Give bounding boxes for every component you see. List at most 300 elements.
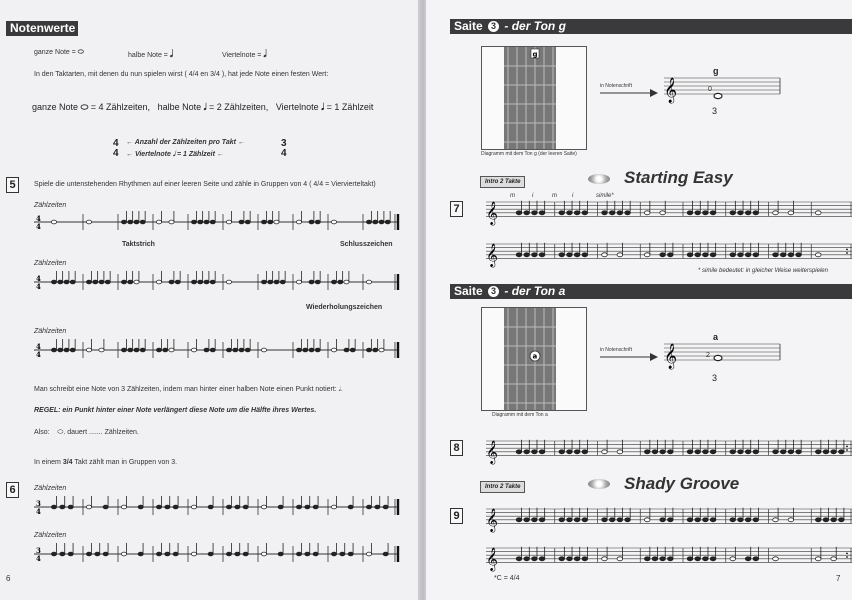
note-head bbox=[198, 280, 203, 284]
note-head bbox=[138, 505, 143, 509]
exercise-7-number: 7 bbox=[450, 201, 463, 217]
exercise-9-number: 9 bbox=[450, 508, 463, 524]
treble-clef: 𝄞 bbox=[486, 546, 498, 571]
note-head bbox=[710, 557, 716, 561]
note-name-g: g bbox=[713, 66, 719, 76]
note-head bbox=[245, 220, 250, 224]
note-head bbox=[539, 211, 545, 215]
note-head bbox=[695, 518, 701, 522]
repeat-dot bbox=[846, 249, 848, 251]
exercise-8-number: 8 bbox=[450, 440, 463, 456]
note-head bbox=[524, 518, 530, 522]
note-head bbox=[134, 280, 139, 284]
page-number-right: 7 bbox=[836, 574, 841, 583]
note-head bbox=[268, 280, 273, 284]
note-head bbox=[738, 450, 744, 454]
note-head bbox=[274, 220, 279, 224]
note-head bbox=[344, 348, 349, 352]
note-head bbox=[99, 280, 104, 284]
note-head bbox=[559, 211, 565, 215]
note-head bbox=[366, 348, 371, 352]
note-head bbox=[226, 505, 231, 509]
treble-clef: 𝄞 bbox=[664, 78, 678, 103]
rhythm-staff-6a bbox=[0, 483, 420, 533]
note-head bbox=[64, 280, 69, 284]
note-head bbox=[245, 348, 250, 352]
note-head bbox=[51, 280, 56, 284]
note-head bbox=[331, 348, 336, 352]
note-head bbox=[175, 280, 180, 284]
note-head bbox=[625, 518, 631, 522]
note-head bbox=[753, 450, 759, 454]
note-head bbox=[134, 220, 139, 224]
note-head bbox=[695, 253, 701, 257]
note-head bbox=[745, 518, 751, 522]
note-head bbox=[128, 348, 133, 352]
note-head bbox=[309, 220, 314, 224]
note-head bbox=[226, 220, 231, 224]
note-head bbox=[366, 220, 371, 224]
note-head bbox=[366, 280, 371, 284]
note-head bbox=[338, 280, 343, 284]
note-head bbox=[582, 450, 588, 454]
note-head bbox=[516, 253, 522, 257]
note-head bbox=[574, 450, 580, 454]
finger-hint: i bbox=[532, 193, 534, 199]
song-title-shady-groove: Shady Groove bbox=[624, 474, 740, 493]
note-head bbox=[121, 280, 126, 284]
note-head bbox=[745, 253, 751, 257]
note-head bbox=[796, 253, 802, 257]
note-head bbox=[574, 557, 580, 561]
time-signature: 4 bbox=[36, 342, 41, 351]
note-head bbox=[383, 505, 388, 509]
exercise-6-number: 6 bbox=[6, 482, 19, 498]
note-head bbox=[703, 518, 709, 522]
note-head bbox=[831, 450, 837, 454]
repeat-dot bbox=[846, 449, 848, 451]
note-head bbox=[668, 253, 674, 257]
value-line: ganze Note ⬭ = 4 Zählzeiten, halbe Note 𝅗𝅥 = 2 Zählzeiten, Viertelnote 𝅘𝅥 = 1 Zählzeit bbox=[32, 102, 374, 112]
note-head bbox=[574, 518, 580, 522]
note-head bbox=[60, 505, 65, 509]
note-head bbox=[602, 450, 608, 454]
finger-g: 0 bbox=[708, 86, 712, 93]
note-head bbox=[121, 505, 126, 509]
exercise-5-text: Spiele die untenstehenden Rhythmen auf einer leeren Seite und zähle in Gruppen von 4 ( 4/4 = Viervierteltakt) bbox=[34, 181, 376, 188]
note-head bbox=[582, 253, 588, 257]
note-head bbox=[823, 450, 829, 454]
saite-a-header: Saite 3 - der Ton a bbox=[450, 284, 852, 299]
song-title-starting-easy: Starting Easy bbox=[624, 168, 733, 187]
note-head bbox=[567, 450, 573, 454]
note-head bbox=[278, 505, 283, 509]
note-head bbox=[687, 450, 693, 454]
note-head bbox=[687, 518, 693, 522]
note-head bbox=[703, 211, 709, 215]
note-head bbox=[305, 552, 310, 556]
note-head bbox=[652, 450, 658, 454]
note-head bbox=[191, 220, 196, 224]
staff-ex7-line2 bbox=[478, 240, 852, 270]
note-head bbox=[315, 348, 320, 352]
note-head bbox=[532, 211, 538, 215]
note-head bbox=[602, 518, 608, 522]
note-head bbox=[703, 253, 709, 257]
note-head bbox=[70, 348, 75, 352]
note-head bbox=[687, 253, 693, 257]
note-head bbox=[210, 348, 215, 352]
note-head bbox=[660, 557, 666, 561]
string-circle-a: 3 bbox=[712, 373, 718, 383]
note-head bbox=[68, 552, 73, 556]
note-head bbox=[753, 518, 759, 522]
treble-clef: 𝄞 bbox=[486, 242, 498, 267]
note-head bbox=[652, 557, 658, 561]
note-head bbox=[644, 557, 650, 561]
note-head bbox=[687, 557, 693, 561]
note-head bbox=[165, 552, 170, 556]
page-number-left: 6 bbox=[6, 574, 11, 583]
note-head bbox=[169, 280, 174, 284]
note-head bbox=[261, 552, 266, 556]
staff-note-a bbox=[662, 328, 782, 398]
saite-g-header: Saite 3 - der Ton g bbox=[450, 19, 852, 34]
note-head bbox=[780, 253, 786, 257]
note-head bbox=[156, 552, 161, 556]
diagram-caption-g: Diagramm mit dem Ton g (der leeren Saite) bbox=[481, 151, 577, 157]
note-head bbox=[773, 450, 779, 454]
note-head bbox=[348, 505, 353, 509]
note-head bbox=[173, 552, 178, 556]
treble-clef: 𝄞 bbox=[486, 439, 498, 464]
note-head bbox=[710, 211, 716, 215]
note-head bbox=[103, 552, 108, 556]
note-head bbox=[703, 450, 709, 454]
note-head bbox=[348, 552, 353, 556]
note-head bbox=[379, 220, 384, 224]
note-head bbox=[532, 557, 538, 561]
whole-note bbox=[714, 93, 722, 98]
note-head bbox=[574, 253, 580, 257]
zaehlzeiten-label: Zählzeiten bbox=[34, 260, 67, 267]
note-head bbox=[559, 557, 565, 561]
timesig-bottom-text: ← Viertelnote 𝅘𝅥 = 1 Zählzeit ← bbox=[126, 151, 224, 158]
note-head bbox=[239, 220, 244, 224]
note-head bbox=[64, 348, 69, 352]
note-head bbox=[559, 450, 565, 454]
time-signature: 4 bbox=[36, 350, 41, 359]
note-head bbox=[660, 450, 666, 454]
right-page bbox=[426, 0, 852, 600]
rhythm-staff-5b bbox=[0, 258, 420, 308]
note-head bbox=[582, 518, 588, 522]
note-head bbox=[296, 280, 301, 284]
note-head bbox=[156, 220, 161, 224]
note-head bbox=[753, 211, 759, 215]
cd-icon bbox=[588, 174, 610, 184]
note-head bbox=[243, 505, 248, 509]
note-head bbox=[710, 253, 716, 257]
regel-text: REGEL: ein Punkt hinter einer Note verlängert diese Note um die Hälfte ihres Wertes. bbox=[34, 407, 317, 414]
zaehlzeiten-label: Zählzeiten bbox=[34, 485, 67, 492]
note-head bbox=[128, 220, 133, 224]
arrow-right-icon bbox=[598, 88, 658, 98]
zaehlzeiten-label: Zählzeiten bbox=[34, 532, 67, 539]
note-head bbox=[567, 253, 573, 257]
note-head bbox=[582, 211, 588, 215]
note-head bbox=[516, 450, 522, 454]
note-head bbox=[539, 557, 545, 561]
note-head bbox=[567, 557, 573, 561]
note-head bbox=[516, 518, 522, 522]
rhythm-staff-5c bbox=[0, 326, 420, 376]
note-head bbox=[524, 557, 530, 561]
note-head bbox=[315, 280, 320, 284]
note-head bbox=[524, 211, 530, 215]
intro-badge: Intro 2 Takte bbox=[480, 176, 525, 188]
note-head bbox=[839, 518, 845, 522]
note-head bbox=[165, 505, 170, 509]
intro-text: In den Taktarten, mit denen du nun spielen wirst ( 4/4 en 3/4 ), hat jede Note einen festen Wert: bbox=[34, 71, 329, 78]
repeat-dot bbox=[846, 556, 848, 558]
note-head bbox=[226, 280, 231, 284]
note-head bbox=[373, 220, 378, 224]
note-head bbox=[532, 253, 538, 257]
note-head bbox=[373, 348, 378, 352]
note-head bbox=[773, 253, 779, 257]
note-head bbox=[788, 518, 794, 522]
fretboard-diagram-a bbox=[481, 307, 587, 411]
note-head bbox=[379, 348, 384, 352]
staff-ex8 bbox=[478, 437, 852, 467]
note-head bbox=[233, 348, 238, 352]
note-head bbox=[296, 348, 301, 352]
left-page bbox=[0, 0, 420, 600]
common-time-note: *C = 4/4 bbox=[494, 575, 520, 582]
note-head bbox=[710, 518, 716, 522]
note-head bbox=[70, 280, 75, 284]
timesig-right: 3 4 bbox=[281, 138, 287, 159]
note-head bbox=[815, 518, 821, 522]
wiederholungszeichen-label: Wiederholungszeichen bbox=[306, 304, 383, 311]
treble-clef: 𝄞 bbox=[486, 507, 498, 532]
note-head bbox=[51, 505, 56, 509]
simile-footnote: * simile bedeutet: in gleicher Weise weiterspielen bbox=[698, 268, 828, 274]
note-head bbox=[668, 450, 674, 454]
note-head bbox=[208, 505, 213, 509]
note-head bbox=[278, 552, 283, 556]
arrow-right-icon bbox=[598, 352, 658, 362]
note-head bbox=[567, 518, 573, 522]
diagram-caption-a: Diagramm mit dem Ton a bbox=[492, 412, 548, 418]
note-head bbox=[668, 518, 674, 522]
note-head bbox=[331, 220, 336, 224]
note-head bbox=[261, 280, 266, 284]
note-head bbox=[644, 253, 650, 257]
note-head bbox=[121, 348, 126, 352]
note-head bbox=[602, 557, 608, 561]
note-head bbox=[366, 505, 371, 509]
note-head bbox=[99, 348, 104, 352]
note-head bbox=[796, 450, 802, 454]
legend-whole: ganze Note = ⬭ bbox=[34, 49, 84, 56]
note-head bbox=[274, 280, 279, 284]
note-head bbox=[296, 220, 301, 224]
time-signature: 4 bbox=[36, 214, 41, 223]
note-head bbox=[68, 505, 73, 509]
note-head bbox=[539, 253, 545, 257]
note-head bbox=[243, 552, 248, 556]
note-head bbox=[687, 211, 693, 215]
note-head bbox=[303, 348, 308, 352]
note-head bbox=[105, 280, 110, 284]
intro-badge: Intro 2 Takte bbox=[480, 481, 525, 493]
note-head bbox=[350, 348, 355, 352]
note-head bbox=[86, 220, 91, 224]
note-head bbox=[738, 253, 744, 257]
note-head bbox=[609, 518, 615, 522]
note-head bbox=[617, 211, 623, 215]
treble-clef: 𝄞 bbox=[664, 344, 678, 369]
time-signature: 4 bbox=[36, 554, 41, 563]
note-head bbox=[559, 253, 565, 257]
note-head bbox=[788, 253, 794, 257]
cd-icon bbox=[588, 479, 610, 489]
note-head bbox=[309, 280, 314, 284]
in-einem-text: In einem 3/4 Takt zählt man in Gruppen von 3. bbox=[34, 459, 178, 466]
legend-half: halbe Note = 𝅗𝅥 bbox=[128, 49, 174, 60]
note-head bbox=[128, 280, 133, 284]
note-head bbox=[738, 518, 744, 522]
note-head bbox=[738, 211, 744, 215]
note-head bbox=[60, 552, 65, 556]
whole-note bbox=[714, 355, 722, 360]
note-head bbox=[51, 348, 56, 352]
note-head bbox=[539, 450, 545, 454]
note-head bbox=[268, 220, 273, 224]
note-head bbox=[745, 211, 751, 215]
note-head bbox=[539, 518, 545, 522]
note-head bbox=[226, 552, 231, 556]
note-head bbox=[695, 557, 701, 561]
note-head bbox=[730, 211, 736, 215]
note-head bbox=[313, 552, 318, 556]
note-head bbox=[138, 552, 143, 556]
notenwerte-header: Notenwerte bbox=[6, 21, 78, 36]
note-head bbox=[191, 505, 196, 509]
note-head bbox=[609, 211, 615, 215]
note-head bbox=[86, 552, 91, 556]
repeat-dot bbox=[846, 252, 848, 254]
note-head bbox=[210, 280, 215, 284]
note-head bbox=[121, 552, 126, 556]
also-text: Also: ⬭. dauert ....... Zählzeiten. bbox=[34, 429, 139, 436]
note-head bbox=[191, 348, 196, 352]
note-head bbox=[198, 220, 203, 224]
time-signature: 3 bbox=[36, 499, 41, 508]
rhythm-staff-6b bbox=[0, 530, 420, 580]
note-head bbox=[773, 211, 779, 215]
note-head bbox=[695, 450, 701, 454]
taktstrich-label: Taktstrich bbox=[122, 241, 155, 248]
note-head bbox=[644, 211, 650, 215]
note-head bbox=[780, 450, 786, 454]
time-signature: 3 bbox=[36, 546, 41, 555]
note-head bbox=[831, 557, 837, 561]
note-head bbox=[95, 552, 100, 556]
note-head bbox=[226, 348, 231, 352]
note-head bbox=[309, 348, 314, 352]
note-head bbox=[140, 348, 145, 352]
note-head bbox=[375, 505, 380, 509]
timesig-left: 4 4 bbox=[113, 138, 119, 159]
staff-ex7-line1 bbox=[478, 198, 852, 228]
note-head bbox=[305, 505, 310, 509]
note-head bbox=[532, 450, 538, 454]
note-head bbox=[191, 552, 196, 556]
note-head bbox=[191, 280, 196, 284]
note-head bbox=[660, 253, 666, 257]
dot-label: a bbox=[532, 352, 538, 361]
zaehlzeiten-label: Zählzeiten bbox=[34, 202, 67, 209]
dot-label: g bbox=[532, 50, 538, 59]
note-head bbox=[313, 505, 318, 509]
note-head bbox=[121, 220, 126, 224]
zaehlzeiten-label: Zählzeiten bbox=[34, 328, 67, 335]
note-head bbox=[51, 220, 56, 224]
note-head bbox=[261, 505, 266, 509]
finger-a: 2 bbox=[706, 352, 710, 359]
note-head bbox=[239, 348, 244, 352]
note-head bbox=[103, 505, 108, 509]
finger-hint: m bbox=[510, 193, 515, 199]
note-head bbox=[710, 450, 716, 454]
note-head bbox=[134, 348, 139, 352]
note-head bbox=[204, 280, 209, 284]
exercise-5-number: 5 bbox=[6, 177, 19, 193]
note-head bbox=[169, 220, 174, 224]
note-head bbox=[331, 552, 336, 556]
note-head bbox=[93, 280, 98, 284]
note-head bbox=[163, 348, 168, 352]
note-head bbox=[823, 518, 829, 522]
treble-clef: 𝄞 bbox=[486, 200, 498, 225]
note-head bbox=[280, 280, 285, 284]
staff-ex9-line2 bbox=[478, 544, 852, 574]
note-head bbox=[173, 505, 178, 509]
dotted-text: Man schreibt eine Note von 3 Zählzeiten, indem man hinter einer halben Note einen Punkt notiert: 𝅗𝅥. bbox=[34, 386, 343, 393]
rhythm-staff-5a bbox=[0, 200, 420, 260]
note-head bbox=[730, 253, 736, 257]
note-head bbox=[773, 557, 779, 561]
note-head bbox=[644, 518, 650, 522]
note-head bbox=[773, 518, 779, 522]
note-head bbox=[156, 348, 161, 352]
finger-hint: i bbox=[572, 193, 574, 199]
note-head bbox=[559, 518, 565, 522]
legend-quarter: Viertelnote = 𝅘𝅥 bbox=[222, 49, 267, 60]
note-head bbox=[730, 518, 736, 522]
string-circle-g: 3 bbox=[712, 106, 718, 116]
note-head bbox=[815, 211, 821, 215]
note-head bbox=[156, 505, 161, 509]
note-head bbox=[385, 220, 390, 224]
note-head bbox=[660, 211, 666, 215]
note-head bbox=[86, 505, 91, 509]
note-head bbox=[296, 552, 301, 556]
note-head bbox=[602, 211, 608, 215]
